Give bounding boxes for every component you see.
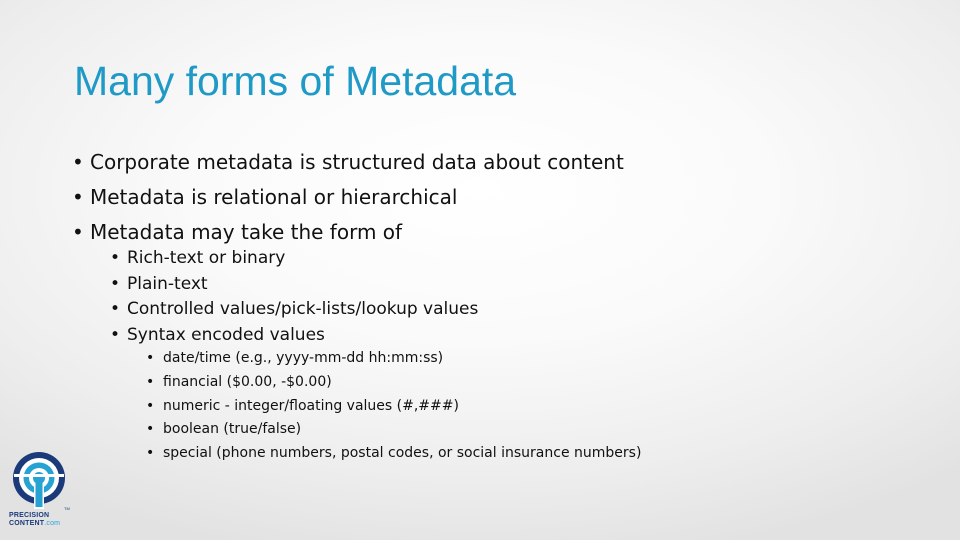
list-item-text: numeric - integer/floating values (#,###)	[163, 397, 459, 414]
bullet-marker: •	[146, 421, 155, 438]
bullet-marker: •	[110, 299, 121, 319]
bullet-marker: •	[146, 373, 155, 390]
bullet-marker: •	[146, 397, 155, 414]
slide-title: Many forms of Metadata	[74, 58, 517, 104]
bullet-marker: •	[146, 445, 155, 462]
list-item-text: Controlled values/pick-lists/lookup values	[127, 299, 479, 319]
list-item	[72, 215, 624, 250]
bullet-marker: •	[146, 350, 155, 366]
list-item	[110, 323, 478, 349]
logo-trademark: TM	[64, 506, 70, 511]
list-item-text: Corporate metadata is structured data about content	[90, 150, 624, 174]
bullet-marker: •	[72, 220, 84, 244]
bullet-list-level3	[146, 347, 641, 466]
list-item-text: Metadata is relational or hierarchical	[90, 185, 458, 209]
list-item-text: special (phone numbers, postal codes, or social insurance numbers)	[163, 445, 642, 462]
list-item	[146, 371, 641, 395]
bullet-marker: •	[110, 273, 121, 294]
list-item-text: Plain-text	[127, 273, 208, 294]
logo-wordmark-domain: .com	[44, 520, 61, 527]
list-item-text: date/time (e.g., yyyy-mm-dd hh:mm:ss)	[163, 350, 444, 366]
list-item-text: boolean (true/false)	[163, 421, 302, 438]
list-item	[110, 272, 478, 298]
list-item-text: Rich-text or binary	[127, 248, 286, 268]
bullet-marker: •	[72, 185, 84, 209]
logo-wordmark-line2	[9, 520, 60, 527]
bullet-list-level1	[72, 145, 624, 250]
list-item	[146, 418, 641, 442]
bullet-marker: •	[110, 248, 121, 268]
list-item-text: Syntax encoded values	[127, 324, 325, 345]
bullet-list-level2	[110, 246, 478, 348]
list-item-text: financial ($0.00, -$0.00)	[163, 373, 332, 390]
bullet-marker: •	[72, 150, 84, 174]
logo-wordmark-line1: PRECISION	[9, 512, 50, 519]
precision-content-logo-icon	[10, 450, 68, 510]
list-item	[146, 347, 641, 371]
list-item	[110, 297, 478, 323]
list-item	[72, 145, 624, 180]
list-item	[146, 395, 641, 419]
logo-wordmark-content: CONTENT	[9, 520, 45, 527]
list-item	[72, 180, 624, 215]
bullet-marker: •	[110, 324, 121, 345]
list-item	[110, 246, 478, 272]
list-item-text: Metadata may take the form of	[90, 220, 403, 244]
precision-content-logo	[6, 450, 72, 530]
list-item	[146, 442, 641, 466]
